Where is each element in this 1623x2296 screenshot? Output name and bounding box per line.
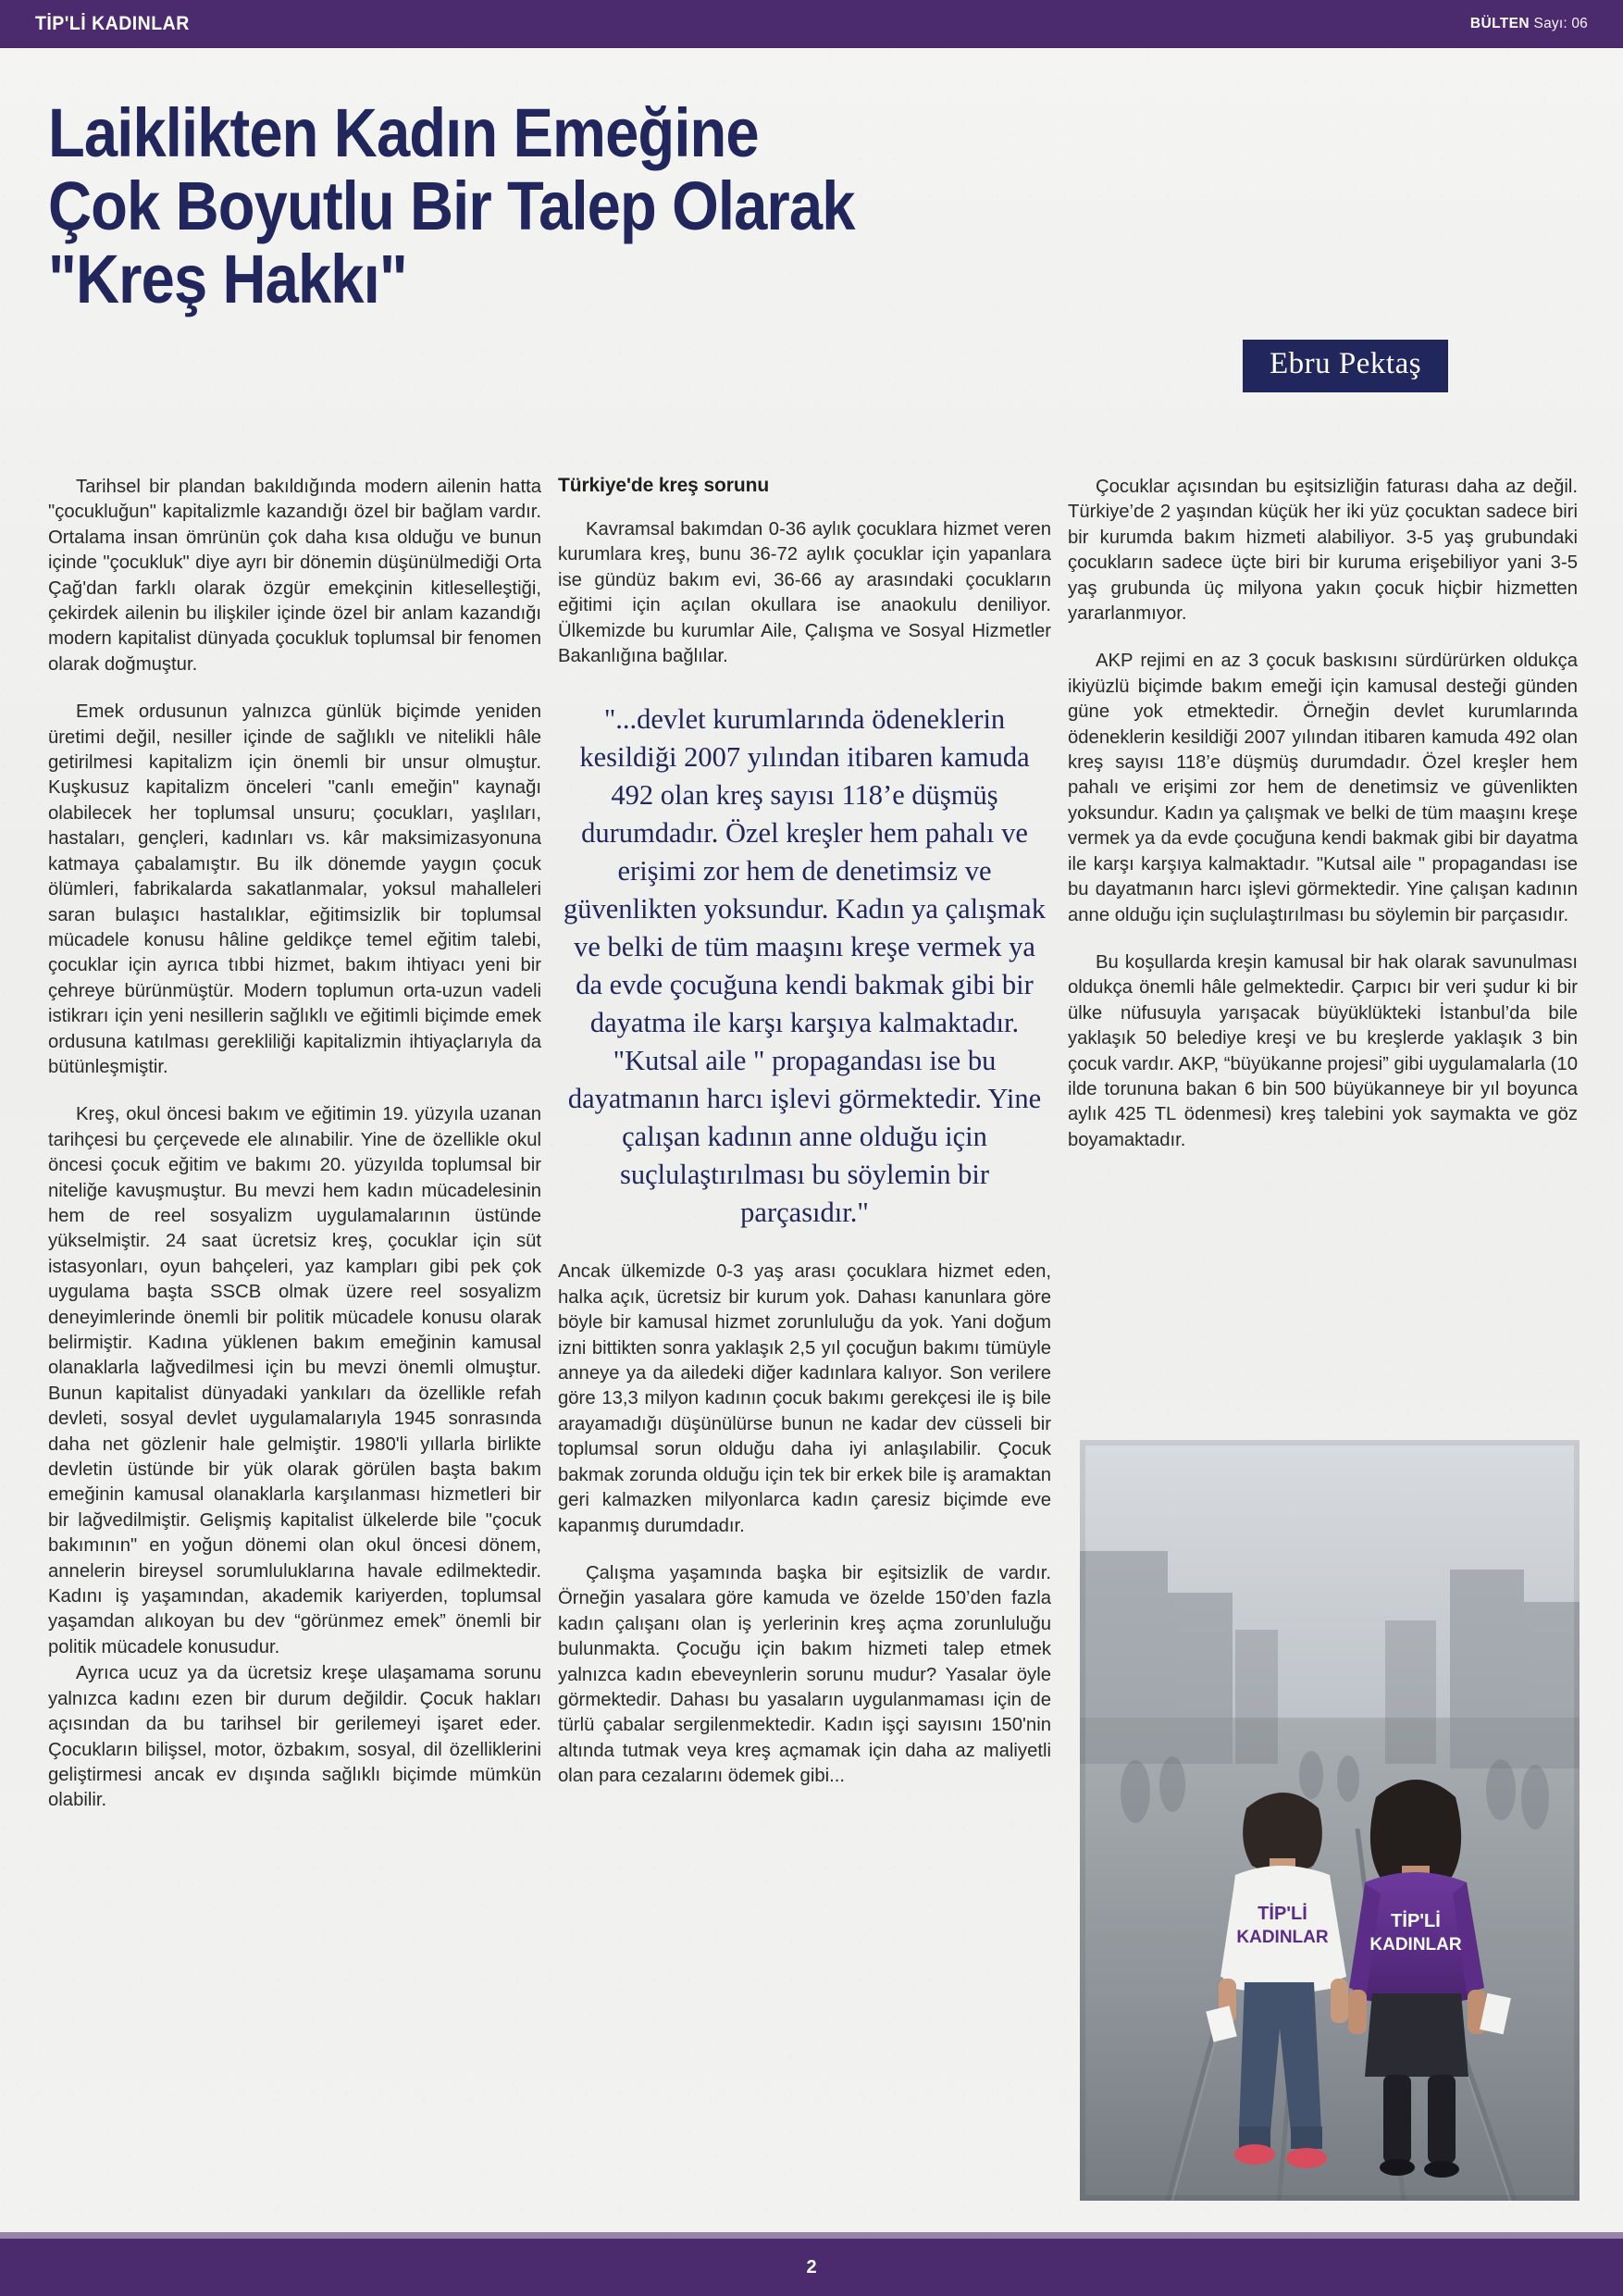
footer-rule: [0, 2232, 1623, 2239]
column3-paragraph-3: Bu koşullarda kreşin kamusal bir hak olarak savunulması oldukça önemli hâle gelmektedir. Çarpıcı bir veri şudur ki bir ülke nüfusuyla yarışacak büyüklükteki İstanbul’da bile yaklaşık 50 belediye kreşi ve bu kreşlerde yaklaşık 3 bin çocuk vardır. AKP, “büyükanne projesi” gibi uygulamalarla (10 ilde torununa bakan 6 bin 500 büyükanneye bir yıl boyunca aylık 425 TL ödenmesi) kreş talebini yok saymakta ve göz boyamaktadır.: [1068, 951, 1578, 1150]
bulletin-issue-number: Sayı: 06: [1533, 16, 1588, 31]
column1-paragraph-4: Ayrıca ucuz ya da ücretsiz kreşe ulaşamama sorunu yalnızca kadını ezen bir durum değildir. Çocuk hakları açısından da bu tarihsel bir gerilemeyi işaret eder. Çocukların bilişsel, motor, özbakım, sosyal, dil özelliklerini geliştirmesi ancak ev dışında sağlıklı biçimde mümkün olabilir.: [48, 1663, 541, 1811]
headline-line-2: Çok Boyutlu Bir Talep Olarak: [48, 168, 855, 244]
page-header-bar: [0, 0, 1623, 48]
headline-line-1: Laiklikten Kadın Emeğine: [48, 94, 759, 171]
shirt-text-right-line1: TİP'Lİ: [1391, 1911, 1441, 1931]
column2-paragraph-1: Kavramsal bakımdan 0-36 aylık çocuklara hizmet veren kurumlara kreş, bunu 36-72 aylık çocuklar için yapanlara ise gündüz bakım evi, 36-66 ay arasındaki çocukların eğitimi için açılan okullara ise anaokulu deniliyor. Ülkemizde bu kurumlar Aile, Çalışma ve Sosyal Hizmetler Bakanlığına bağlılar.: [558, 519, 1051, 667]
pull-quote: "...devlet kurumlarında ödeneklerin kesildiği 2007 yılından itibaren kamuda 492 olan kreş sayısı 118’e düşmüş durumdadır. Özel kreşler hem pahalı ve erişimi zor hem de denetimsiz ve güvenlikten yoksundur. Kadın ya çalışmak ve belki de tüm maaşını kreşe vermek ya da evde çocuğuna kendi bakmak gibi bir dayatma ile karşı karşıya kalmaktadır. "Kutsal aile " propagandası ise bu dayatmanın harcı işlevi görmektedir. Yine çalışan kadının anne olduğu için suçlulaştırılması bu söylemin bir parçasıdır.": [564, 703, 1046, 1229]
bulletin-issue-label: [1470, 16, 1588, 32]
shirt-text-left-line1: TİP'Lİ: [1258, 1904, 1307, 1924]
bulletin-label-text: BÜLTEN: [1469, 16, 1530, 31]
column1-paragraph-2: Emek ordusunun yalnızca günlük biçimde yeniden üretimi değil, nesiller içinde de sağlıklı ve nitelikli hâle getirilmesi kapitalizm için önemli bir unsur olmuştur. Kuşkusuz kapitalizm önceleri "canlı emeğin" kaynağı olabilecek her toplumsal unsuru; çocukları, yaşlıları, hastaları, gençleri, kadınları vs. kâr maksimizasyonuna katmaya çabalamıştır. Bu ilk dönemde yaygın çocuk ölümleri, fabrikalarda sakatlanmalar, yoksul mahalleleri saran bulaşıcı hastalıklar, eğitimsizlik bir toplumsal mücadele konusu hâline geldikçe temel eğitim talebi, çocuklar için ayrıca tıbbi hizmet, bakım ihtiyacı yeni bir çehreye bürünmüştür. Modern toplumun orta-uzun vadeli istikrarı için yeni nesillerin sağlıklı ve eğitimli biçimde emek ordusuna katılması gerekliliği kapitalizmin ihtiyaçlarıyla da bütünleşmiştir.: [48, 701, 541, 1077]
shirt-text-right-line2: KADINLAR: [1369, 1935, 1462, 1955]
column3-paragraph-2: AKP rejimi en az 3 çocuk baskısını sürdürürken oldukça ikiyüzlü biçimde bakım emeği için kamusal desteği günden güne yok etmektedir. Örneğin devlet kurumlarında ödeneklerin kesildiği 2007 yılından itibaren kamuda 492 olan kreş sayısı 118’e düşmüş durumdadır. Özel kreşler hem pahalı ve erişimi zor hem de denetimsiz ve güvenlikten yoksundur. Kadın ya çalışmak ve belki de tüm maaşını kreşe vermek ya da evde çocuğuna kendi bakmak gibi bir dayatma ile karşı karşıya kalmaktadır. "Kutsal aile " propagandası ise bu dayatmanın harcı işlevi görmektedir. Yine çalışan kadının anne olduğu için suçlulaştırılması bu söylemin bir parçasıdır.: [1068, 651, 1578, 925]
page-footer-bar: [0, 2239, 1623, 2296]
photo-illustration: [1080, 1440, 1580, 2201]
column-two: [558, 475, 1068, 2201]
masthead-title: TİP'Lİ KADINLAR: [35, 13, 190, 34]
column-one: [48, 475, 558, 2201]
column2-paragraph-2: Ancak ülkemizde 0-3 yaş arası çocuklara hizmet eden, halka açık, ücretsiz bir kurum yok. Dahası kanunlara göre böyle bir kamusal hizmet zorunluluğu da yok. Yani doğum izni bittikten sonra yaklaşık 2,5 yıl çocuğun bakımı tümüyle anneye ya da ailedeki diğer kadınlara kalıyor. Son verilere göre 13,3 milyon kadının çocuk bakımı gerekçesi ile iş bile arayamadığı düşünülürse bunun ne kadar dev cüsseli bir toplumsal sorun olduğu daha iyi anlaşılabilir. Çocuk bakmak zorunda olduğu için tek bir erkek bile iş aramaktan geri kalmazken milyonlarca kadın çaresiz biçimde eve kapanmış durumdadır.: [558, 1261, 1051, 1536]
article-headline: [48, 96, 1083, 316]
article-photograph: [1080, 1440, 1580, 2201]
section-subheading: Türkiye'de kreş sorunu: [558, 475, 770, 496]
column1-paragraph-1: Tarihsel bir plandan bakıldığında modern ailenin hatta "çocukluğun" kapitalizmle kazandığı özel bir bağlam vardır. Ortalama insan ömrünün çok daha kısa olduğu ve bunun içinde "çocukluk" diye ayrı bir dönemin düşünülmediği Orta Çağ'dan farklı olarak özgür emekçinin kitleselleştiği, çekirdek ailenin bu ilişkiler içinde özel bir anlam kazandığı modern kapitalist dünyada çocukluk toplumsal bir fenomen olarak doğmuştur.: [48, 477, 541, 675]
column3-paragraph-1: Çocuklar açısından bu eşitsizliğin faturası daha az değil. Türkiye’de 2 yaşından küçük her iki yüz çocuktan sadece biri bir kurumda bakım hizmeti alabiliyor. 3-5 yaş grubundaki çocukların sadece üçte biri bir kuruma erişebiliyor yani 3-5 yaş grubunda üç milyona yakın çocuk hiçbir hizmetten yararlanmıyor.: [1068, 477, 1578, 625]
headline-line-3: "Kreş Hakkı": [48, 241, 407, 317]
page-number: 2: [806, 2256, 817, 2277]
column2-paragraph-3: Çalışma yaşamında başka bir eşitsizlik de vardır. Örneğin yasalara göre kamuda ve özelde 150’den fazla kadın çalışanı olan iş yerlerinin kreş açma zorunluluğu bulunmakta. Çocuğu için bakım hizmeti talep etmek yalnızca kadın ebeveynlerin sorunu mudur? Yasalar öyle görmektedir. Dahası bu yasaların uygulanmaması için de türlü çabalar sergilenmektedir. Kadın işçi sayısını 150'nin altında tutmak veya kreş açmamak için daha az maliyetli olan para cezalarını ödemek gibi...: [558, 1562, 1051, 1787]
shirt-text-left-line2: KADINLAR: [1236, 1928, 1329, 1947]
column1-paragraph-3: Kreş, okul öncesi bakım ve eğitimin 19. yüzyıla uzanan tarihçesi bu çerçevede ele alınabilir. Yine de özellikle okul öncesi çocuk eğitim ve bakımı 20. yüzyılda toplumsal bir niteliğe kavuşmuştur. Bu mevzi hem kadın mücadelesinin hem de reel sosyalizm uygulamalarının üstünde yükselmiştir. 24 saat ücretsiz kreş, çocuklar için süt istasyonları, oyun bahçeleri, yaz kampları gibi pek çok uygulama başta SSCB olmak üzere reel sosyalizm deneyimlerinde önemli bir politik mücadele konusu olarak belirmiştir. Kadına yüklenen bakım emeğinin kamusal olanaklarla lağvedilmesi için bu mevzi önemli olmuştur. Bunun kapitalist dünyadaki yankıları da özellikle refah devleti, sosyal devlet uygulamalarıyla 1945 sonrasında daha net gözlenir hale gelmiştir. 1980'li yıllarla birlikte devletin üstünde bir yük olarak görülen başta bakım emeğinin kamusal olanaklarla karşılanması hizmetleri bir bir lağvedilmiştir. Gelişmiş kapitalist ülkelerde bile "çocuk bakımının" en yoğun dönemi olan okul öncesi dönem, annelerin bireysel sorumluluklarına havale edilmektedir. Kadını iş yaşamından, akademik kariyerden, toplumsal yaşamdan alıkoyan bu dev “görünmez emek” önemli bir politik mücadele konusudur.: [48, 1104, 541, 1657]
author-badge: Ebru Pektaş: [1243, 340, 1448, 392]
